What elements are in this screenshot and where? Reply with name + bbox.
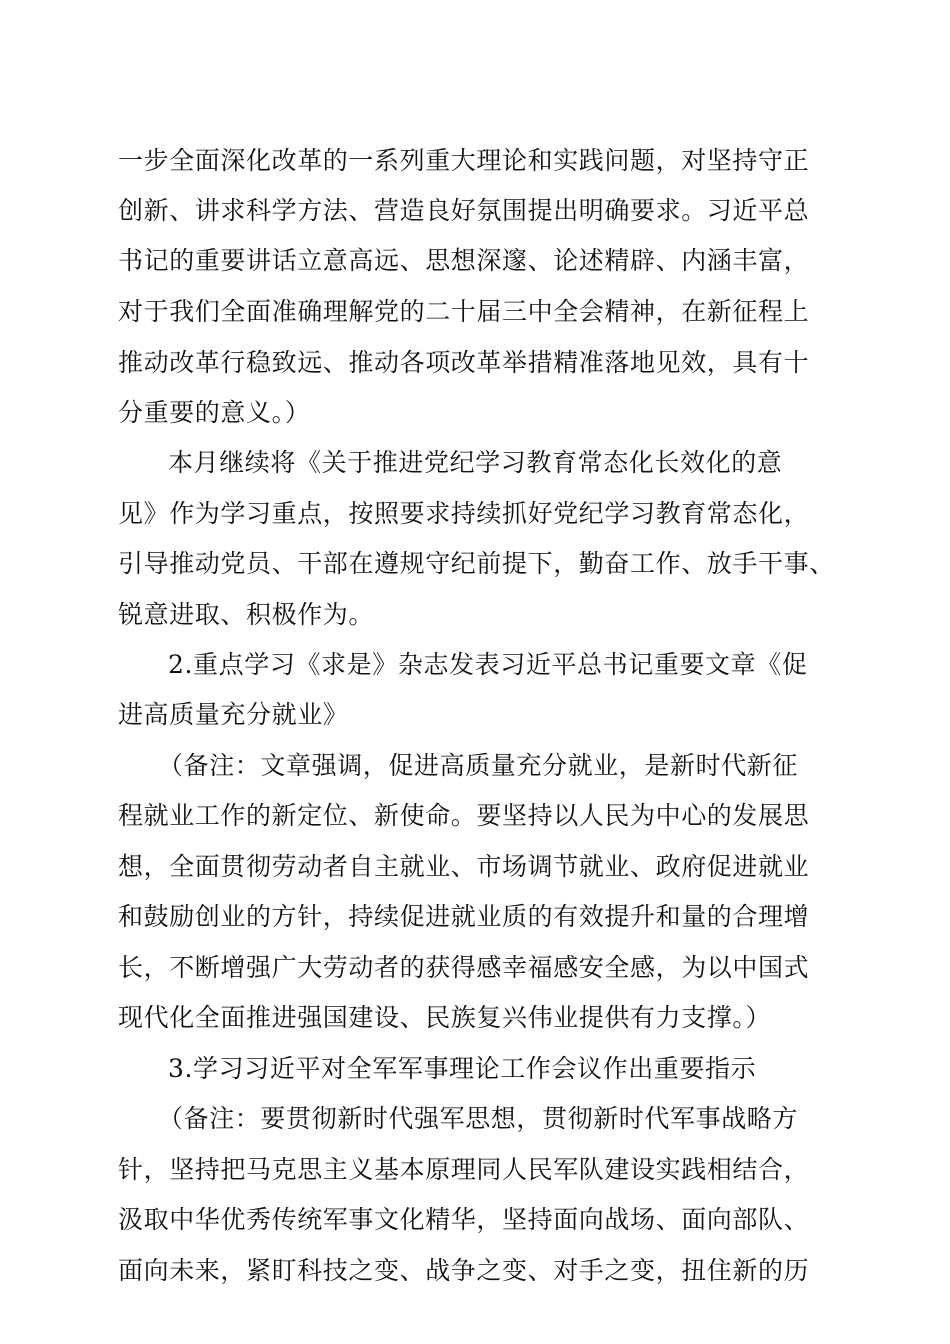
paragraph-first-line: 本月继续将《关于推进党纪学习教育常态化长效化的意 [168,448,783,477]
body-text-line: 书记的重要讲话立意高远、思想深邃、论述精辟、内涵丰富， [118,246,810,275]
body-text-line: 分重要的意义。） [118,398,311,427]
section-heading-2: 2.重点学习《求是》杂志发表习近平总书记重要文章《促 [168,650,808,679]
section-heading-3: 3.学习习近平对全军军事理论工作会议作出重要指示 [168,1054,757,1083]
body-text-line: 进高质量充分就业》 [118,700,349,729]
body-text-line: 针，坚持把马克思主义基本原理同人民军队建设实践相结合， [118,1155,810,1184]
body-text-line: 一步全面深化改革的一系列重大理论和实践问题，对坚持守正 [118,146,810,175]
body-text-line: 程就业工作的新定位、新使命。要坚持以人民为中心的发展思 [118,801,810,830]
note-first-line: （备注：文章强调，促进高质量充分就业，是新时代新征 [158,751,799,780]
body-text-line: 见》作为学习重点，按照要求持续抓好党纪学习教育常态化， [118,499,810,528]
body-text-line: 长，不断增强广大劳动者的获得感幸福感安全感，为以中国式 [118,953,810,982]
body-text-line: 汲取中华优秀传统军事文化精华，坚持面向战场、面向部队、 [118,1205,810,1234]
body-text-line: 和鼓励创业的方针，持续促进就业质的有效提升和量的合理增 [118,902,810,931]
body-text-line: 创新、讲求科学方法、营造良好氛围提出明确要求。习近平总 [118,196,810,225]
body-text-line: 锐意进取、积极作为。 [118,600,375,629]
body-text-line: 想，全面贯彻劳动者自主就业、市场调节就业、政府促进就业 [118,852,810,881]
body-text-line: 面向未来，紧盯科技之变、战争之变、对手之变，扭住新的历 [118,1256,810,1285]
body-text-line: 现代化全面推进强国建设、民族复兴伟业提供有力支撑。） [118,1003,772,1032]
note-first-line: （备注：要贯彻新时代强军思想，贯彻新时代军事战略方 [158,1104,799,1133]
body-text-line: 引导推动党员、干部在遵规守纪前提下，勤奋工作、放手干事、 [118,549,835,578]
body-text-line: 推动改革行稳致远、推动各项改革举措精准落地见效，具有十 [118,348,810,377]
body-text-line: 对于我们全面准确理解党的二十届三中全会精神，在新征程上 [118,297,810,326]
